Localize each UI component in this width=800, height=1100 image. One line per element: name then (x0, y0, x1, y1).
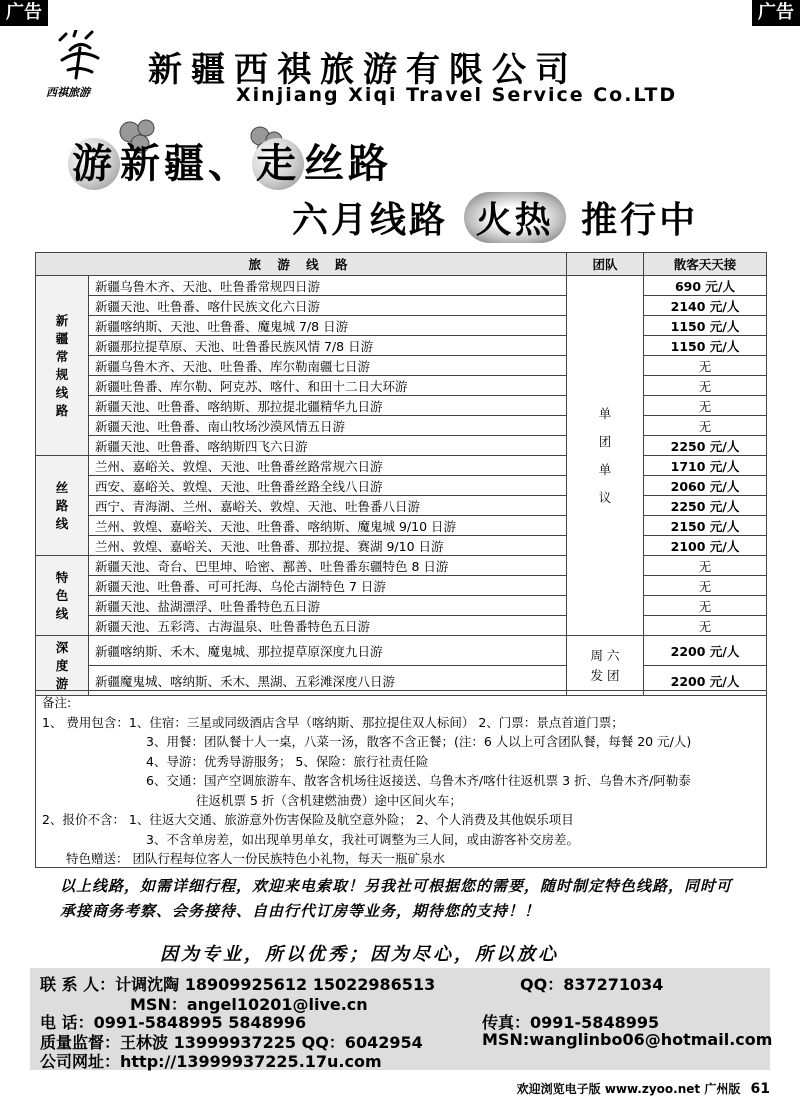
route-name: 新疆天池、吐鲁番、南山牧场沙漠风情五日游 (89, 416, 567, 436)
table-row (36, 636, 767, 666)
price-cell: 无 (644, 556, 767, 576)
route-name: 新疆天池、吐鲁番、可可托海、乌伦古湖特色 7 日游 (89, 576, 567, 596)
slogan-ball-you: 游 (68, 138, 120, 190)
table-row (36, 616, 767, 636)
table-row (36, 576, 767, 596)
table-row (36, 376, 767, 396)
price-cell: 2200 元/人 (644, 666, 767, 696)
price-cell: 无 (644, 576, 767, 596)
route-name: 新疆乌鲁木齐、天池、吐鲁番、库尔勒南疆七日游 (89, 356, 567, 376)
price-cell: 无 (644, 376, 767, 396)
slogan-part1: 新疆、 (120, 141, 252, 187)
promo-text: 以上线路，如需详细行程，欢迎来电索取！另我社可根据您的需要，随时制定特色线路，同时可承接商务考察、会务接待、自由行代订房等业务，期待您的支持！！ (60, 877, 733, 920)
page-number: 61 (750, 1081, 770, 1097)
page-footer (517, 1080, 770, 1097)
route-name: 新疆那拉提草原、天池、吐鲁番民族风情 7/8 日游 (89, 336, 567, 356)
route-name: 兰州、敦煌、嘉峪关、天池、吐鲁番、那拉提、赛湖 9/10 日游 (89, 536, 567, 556)
company-name-en: Xinjiang Xiqi Travel Service Co.LTD (236, 84, 678, 106)
route-name: 新疆天池、奇台、巴里坤、哈密、鄯善、吐鲁番东疆特色 8 日游 (89, 556, 567, 576)
header-team: 团队 (567, 253, 644, 276)
route-name: 兰州、嘉峪关、敦煌、天池、吐鲁番丝路常规六日游 (89, 456, 567, 476)
table-row (36, 596, 767, 616)
notes-line: 1、 费用包含：1、住宿：三星或同级酒店含早（喀纳斯、那拉提住双人标间） 2、门票：景点首道门票； (42, 714, 624, 730)
june-promo (292, 192, 698, 243)
table-row (36, 396, 767, 416)
price-cell: 2200 元/人 (644, 636, 767, 666)
company-name-cn: 新疆西祺旅游有限公司 (148, 50, 578, 90)
route-name: 新疆天池、吐鲁番、喀纳斯、那拉提北疆精华九日游 (89, 396, 567, 416)
price-cell: 无 (644, 596, 767, 616)
contact-box (30, 968, 773, 1071)
notes-line: 3、不含单房差，如出现单男单女，我社可调整为三人间，或由游客补交房差。 (146, 831, 579, 847)
table-row (36, 436, 767, 456)
motto: 因为专业，所以优秀；因为尽心，所以放心 (160, 944, 559, 965)
price-cell: 2060 元/人 (644, 476, 767, 496)
table-row (36, 476, 767, 496)
notes-line: 往返机票 5 折（含机建燃油费）途中区间火车； (196, 792, 462, 808)
contact-msn-supervisor: MSN:wanglinbo06@hotmail.com (482, 1030, 773, 1049)
slogan-headline (68, 132, 392, 190)
contact-supervisor: 质量监督：王林波 13999937225 QQ：6042954 (40, 1033, 423, 1052)
route-name: 新疆喀纳斯、禾木、魔鬼城、那拉提草原深度九日游 (89, 636, 567, 666)
contact-person: 联 系 人：计调沈陶 18909925612 15022986513 (40, 975, 436, 994)
price-cell: 无 (644, 396, 767, 416)
table-row (36, 356, 767, 376)
price-cell: 2100 元/人 (644, 536, 767, 556)
category-label: 深 度 游 (36, 636, 89, 696)
table-row (36, 336, 767, 356)
company-logo (40, 30, 120, 100)
contact-fax: 传真：0991-5848995 (482, 1013, 660, 1032)
price-cell: 2140 元/人 (644, 296, 767, 316)
route-name: 新疆天池、五彩湾、古海温泉、吐鲁番特色五日游 (89, 616, 567, 636)
route-name: 新疆天池、吐鲁番、喀什民族文化六日游 (89, 296, 567, 316)
route-name: 新疆天池、吐鲁番、喀纳斯四飞六日游 (89, 436, 567, 456)
header-route: 旅 游 线 路 (36, 253, 567, 276)
notes-title: 备注: (42, 695, 72, 710)
price-cell: 690 元/人 (644, 276, 767, 296)
contact-website[interactable]: 公司网址：http://13999937225.17u.com (40, 1052, 382, 1071)
contact-phone: 电 话：0991-5848995 5848996 (40, 1013, 307, 1032)
table-row (36, 456, 767, 476)
route-name: 新疆乌鲁木齐、天池、吐鲁番常规四日游 (89, 276, 567, 296)
table-row (36, 496, 767, 516)
team-cell: 单 团 单 议 (567, 276, 644, 636)
route-name: 新疆魔鬼城、喀纳斯、禾木、黑湖、五彩滩深度八日游 (89, 666, 567, 696)
ad-tag-left: 广告 (0, 0, 48, 26)
category-label: 新 疆 常 规 线 路 (36, 276, 89, 456)
notes-line: 特色赠送： 团队行程每位客人一份民族特色小礼物，每天一瓶矿泉水 (66, 851, 445, 866)
logo-text: 西祺旅游 (46, 86, 90, 99)
june-hot: 火热 (464, 192, 566, 243)
header-price: 散客天天接 (644, 253, 767, 276)
price-cell: 2250 元/人 (644, 496, 767, 516)
table-row (36, 556, 767, 576)
route-name: 新疆吐鲁番、库尔勒、阿克苏、喀什、和田十二日大环游 (89, 376, 567, 396)
slogan-part2: 丝路 (304, 141, 392, 187)
slogan-ball-zou: 走 (252, 138, 304, 190)
june-after: 推行中 (581, 200, 699, 241)
category-label: 特 色 线 (36, 556, 89, 636)
price-cell: 1150 元/人 (644, 336, 767, 356)
notes-box (35, 690, 767, 868)
table-row (36, 296, 767, 316)
contact-qq: QQ：837271034 (520, 975, 664, 994)
notes-line: 4、导游：优秀导游服务； 5、保险：旅行社责任险 (146, 753, 429, 769)
price-cell: 2150 元/人 (644, 516, 767, 536)
weekly-departure-cell: 周 六 发 团 (567, 636, 644, 696)
route-name: 兰州、敦煌、嘉峪关、天池、吐鲁番、喀纳斯、魔鬼城 9/10 日游 (89, 516, 567, 536)
ad-tag-right: 广告 (752, 0, 800, 26)
price-cell: 无 (644, 616, 767, 636)
price-cell: 1710 元/人 (644, 456, 767, 476)
notes-line: 2、报价不含： 1、往返大交通、旅游意外伤害保险及航空意外险； 2、个人消费及其他娱乐项目 (42, 812, 574, 827)
route-name: 新疆喀纳斯、天池、吐鲁番、魔鬼城 7/8 日游 (89, 316, 567, 336)
routes-table (35, 252, 767, 696)
notes-line: 3、用餐：团队餐十人一桌，八菜一汤，散客不含正餐；(注：6 人以上可含团队餐，每餐 20 元/人) (146, 734, 692, 749)
footer-text: 欢迎浏览电子版 www.zyoo.net 广州版 (516, 1082, 741, 1096)
table-row (36, 536, 767, 556)
table-row (36, 316, 767, 336)
price-cell: 1150 元/人 (644, 316, 767, 336)
route-name: 西安、嘉峪关、敦煌、天池、吐鲁番丝路全线八日游 (89, 476, 567, 496)
route-name: 西宁、青海湖、兰州、嘉峪关、敦煌、天池、吐鲁番八日游 (89, 496, 567, 516)
june-before: 六月线路 (292, 200, 449, 241)
contact-msn: MSN：angel10201@live.cn (130, 995, 368, 1014)
price-cell: 2250 元/人 (644, 436, 767, 456)
table-row (36, 276, 767, 296)
category-label: 丝 路 线 (36, 456, 89, 556)
route-name: 新疆天池、盐湖漂浮、吐鲁番特色五日游 (89, 596, 567, 616)
price-cell: 无 (644, 356, 767, 376)
table-row (36, 516, 767, 536)
notes-line: 6、交通：国产空调旅游车、散客含机场往返接送、乌鲁木齐/喀什往返机票 3 折、乌鲁木齐/阿勒泰 (146, 773, 691, 788)
table-row (36, 416, 767, 436)
price-cell: 无 (644, 416, 767, 436)
